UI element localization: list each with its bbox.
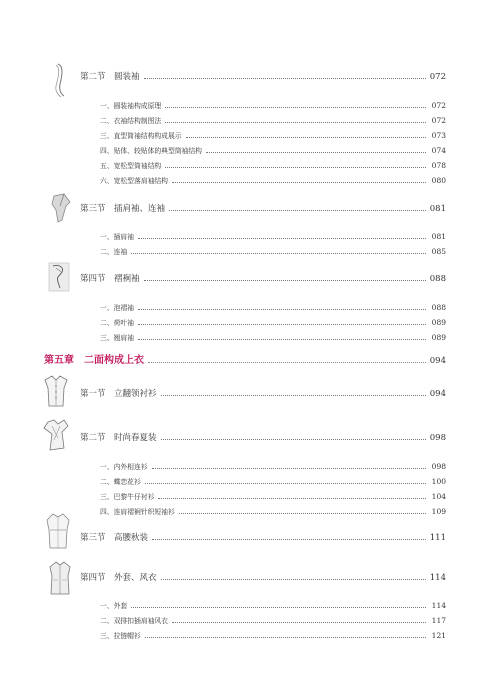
toc-label: 二、连袖 <box>100 248 128 256</box>
toc-leader <box>145 483 426 484</box>
toc-leader <box>161 579 426 580</box>
toc-item[interactable] <box>0 316 500 330</box>
toc-item[interactable] <box>0 614 500 628</box>
toc-item[interactable] <box>0 599 500 613</box>
toc-label: 四、贴体、较贴体的典型筒袖结构 <box>100 147 202 155</box>
toc-page: 121 <box>431 631 446 640</box>
toc-page: 109 <box>431 507 446 516</box>
toc-item[interactable] <box>0 174 500 188</box>
toc-leader <box>138 309 426 310</box>
toc-page: 117 <box>431 616 446 625</box>
toc-leader <box>186 137 426 138</box>
toc-item[interactable] <box>0 144 500 158</box>
toc-label: 二、衣袖结构制图法 <box>100 117 162 125</box>
toc-section-raglan-sleeve[interactable] <box>0 202 500 216</box>
toc-page: 088 <box>429 274 446 284</box>
toc-leader <box>161 439 426 440</box>
toc-leader <box>144 280 426 281</box>
toc-label: 第四节 外套、风衣 <box>80 573 157 583</box>
toc-label: 二、荷叶袖 <box>100 319 134 327</box>
toc-leader <box>165 122 426 123</box>
toc-label: 一、泡褶袖 <box>100 304 134 312</box>
toc-label: 五、宽松型筒袖结构 <box>100 162 162 170</box>
toc-leader <box>131 253 426 254</box>
toc-leader <box>165 167 426 168</box>
toc-page: 072 <box>431 116 446 125</box>
toc-item[interactable] <box>0 475 500 489</box>
toc-label: 三、直型筒袖结构构成展示 <box>100 132 182 140</box>
toc-label: 一、内外相连衫 <box>100 463 148 471</box>
toc-section-high-waist[interactable] <box>0 531 500 545</box>
toc-chapter-5[interactable] <box>0 354 500 368</box>
toc-page: 078 <box>431 161 446 170</box>
toc-label: 二、双排扣插肩袖风衣 <box>100 617 168 625</box>
toc-label: 三、翘肩袖 <box>100 334 134 342</box>
toc-item[interactable] <box>0 114 500 128</box>
toc-page: 080 <box>431 176 446 185</box>
toc-label: 一、圆装袖构成原理 <box>100 102 162 110</box>
toc-label: 第二节 时尚春夏装 <box>80 433 157 443</box>
toc-page: 111 <box>429 533 446 543</box>
toc-label: 六、宽松型落肩袖结构 <box>100 177 168 185</box>
toc-page: 089 <box>431 333 446 342</box>
toc-page: 089 <box>431 318 446 327</box>
toc-page: 081 <box>429 204 446 214</box>
toc-leader <box>144 78 426 79</box>
toc-leader <box>152 468 426 469</box>
toc-page: 094 <box>429 356 446 366</box>
toc-item[interactable] <box>0 301 500 315</box>
toc-label: 第四节 褶裥袖 <box>80 274 140 284</box>
toc-leader <box>138 238 426 239</box>
toc-section-collar-shirt[interactable] <box>0 387 500 401</box>
toc-item[interactable] <box>0 129 500 143</box>
toc-page: 072 <box>429 72 446 82</box>
toc-page: 081 <box>431 232 446 241</box>
toc-page: 072 <box>431 101 446 110</box>
chapter-title: 第五章 二面构成上衣 <box>44 355 144 366</box>
toc-leader <box>172 182 426 183</box>
toc-item[interactable] <box>0 331 500 345</box>
toc-section-coat[interactable] <box>0 571 500 585</box>
toc-label: 一、插肩袖 <box>100 233 134 241</box>
toc-label: 四、连肩褶裥针织短袖衫 <box>100 508 175 516</box>
toc-item[interactable] <box>0 490 500 504</box>
toc-section-pleated-sleeve[interactable] <box>0 272 500 286</box>
toc-page: 098 <box>431 462 446 471</box>
toc-label: 第三节 高腰秋装 <box>80 533 149 543</box>
toc-item[interactable] <box>0 505 500 519</box>
toc-leader <box>158 498 426 499</box>
toc-page: 085 <box>431 247 446 256</box>
toc-leader <box>138 339 426 340</box>
toc-label: 一、外套 <box>100 602 128 610</box>
toc-item[interactable] <box>0 629 500 643</box>
toc-leader <box>172 622 426 623</box>
toc-page: 088 <box>431 303 446 312</box>
toc-leader <box>138 324 426 325</box>
toc-label: 第二节 圆装袖 <box>80 72 140 82</box>
toc-leader <box>152 539 426 540</box>
toc-page: 094 <box>429 389 446 399</box>
toc-leader <box>206 152 426 153</box>
toc-item[interactable] <box>0 230 500 244</box>
toc-item[interactable] <box>0 159 500 173</box>
toc-page: 098 <box>429 433 446 443</box>
toc-leader <box>165 107 426 108</box>
toc-leader <box>179 513 426 514</box>
toc-label: 第一节 立翻领衬衫 <box>80 389 157 399</box>
toc-page: 074 <box>431 146 446 155</box>
toc-label: 三、巴黎牛仔衬衫 <box>100 493 155 501</box>
toc-label: 三、拉链帽衫 <box>100 632 141 640</box>
toc-item[interactable] <box>0 99 500 113</box>
toc-section-round-sleeve[interactable] <box>0 70 500 84</box>
toc-page: 114 <box>429 573 446 583</box>
toc-item[interactable] <box>0 245 500 259</box>
toc-page: 100 <box>431 477 446 486</box>
toc-label: 第三节 插肩袖、连袖 <box>80 204 166 214</box>
toc-leader <box>169 210 426 211</box>
toc-leader <box>145 637 426 638</box>
toc-page: 114 <box>431 601 446 610</box>
toc-page: 073 <box>431 131 446 140</box>
toc-leader <box>148 362 426 363</box>
toc-item[interactable] <box>0 460 500 474</box>
toc-leader <box>161 395 426 396</box>
toc-leader <box>131 607 426 608</box>
toc-page: 104 <box>431 492 446 501</box>
toc-label: 二、蝶恋花衫 <box>100 478 141 486</box>
toc-section-spring-summer[interactable] <box>0 431 500 445</box>
